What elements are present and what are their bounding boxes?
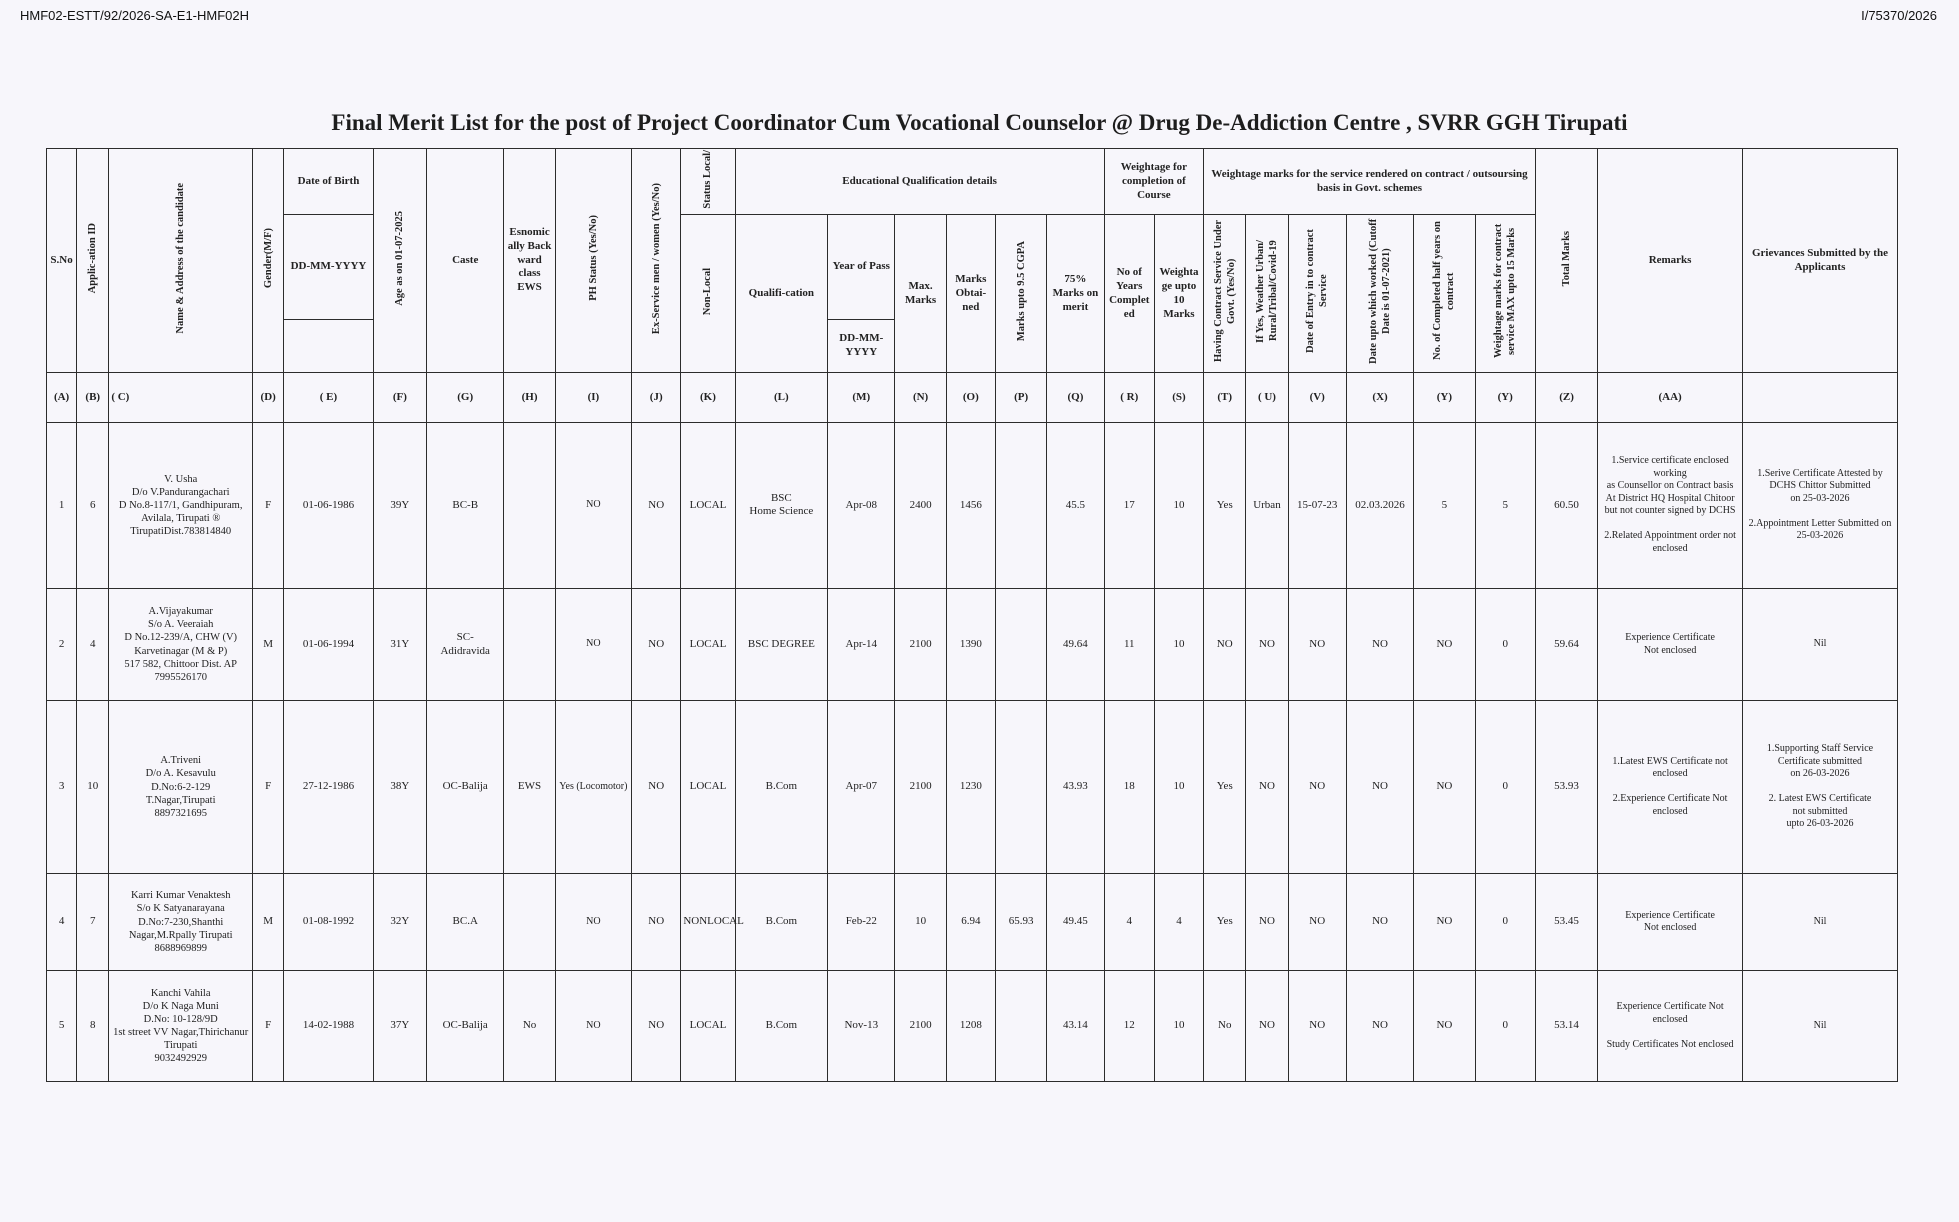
letter-f: (F) — [373, 373, 426, 423]
page-title: Final Merit List for the post of Project Coordinator Cum Vocational Counselor @ Drug De-Addiction Centre , SVRR GGH Tirupati — [331, 110, 1628, 135]
letter-c: ( C) — [109, 373, 253, 423]
cell-cgpa-marks — [995, 588, 1046, 700]
cell-years-completed: 17 — [1104, 423, 1154, 589]
cell-years-completed: 4 — [1104, 873, 1154, 970]
letter-u: ( U) — [1246, 373, 1288, 423]
letter-k: (K) — [681, 373, 735, 423]
letter-l: (L) — [735, 373, 827, 423]
letter-i: (I) — [555, 373, 631, 423]
cell-application-id: 8 — [77, 971, 109, 1081]
cell-sno: 2 — [47, 588, 77, 700]
cell-ph-status: NO — [555, 423, 631, 589]
cell-gender: F — [253, 423, 284, 589]
cell-dob: 27-12-1986 — [284, 701, 373, 874]
cell-max-marks: 2400 — [895, 423, 946, 589]
cell-entry-date: NO — [1288, 873, 1346, 970]
cell-ph-status: NO — [555, 873, 631, 970]
cell-application-id: 4 — [77, 588, 109, 700]
col-yop-format: DD-MM-YYYY — [828, 319, 895, 372]
col-qualification: Qualifi-cation — [735, 215, 827, 373]
cell-dob: 01-06-1986 — [284, 423, 373, 589]
col-dob-format: DD-MM-YYYY — [284, 215, 373, 319]
col-remarks: Remarks — [1598, 149, 1743, 373]
cell-caste: BC-B — [427, 423, 504, 589]
col-status-group: Status Local/ — [681, 149, 735, 215]
cell-entry-date: 15-07-23 — [1288, 423, 1346, 589]
col-dob-group: Date of Birth — [284, 149, 373, 215]
table-row — [47, 588, 1898, 700]
cell-years-completed: 11 — [1104, 588, 1154, 700]
table-header — [47, 149, 1898, 423]
cell-weightage-10: 10 — [1154, 701, 1203, 874]
col-max-marks: Max. Marks — [895, 215, 946, 373]
letter-z: (Z) — [1535, 373, 1597, 423]
cell-gender: M — [253, 588, 284, 700]
cell-weightage-10: 10 — [1154, 588, 1203, 700]
letter-d: (D) — [253, 373, 284, 423]
cell-remarks: 1.Latest EWS Certificate not enclosed 2.Experience Certificate Not enclosed — [1598, 701, 1743, 874]
letter-v: (V) — [1288, 373, 1346, 423]
document-reference-code: HMF02-ESTT/92/2026-SA-E1-HMF02H — [20, 8, 250, 23]
cell-remarks: Experience Certificate Not enclosed Study Certificates Not enclosed — [1598, 971, 1743, 1081]
column-letter-row — [47, 373, 1898, 423]
cell-contract-weightage: 5 — [1475, 423, 1535, 589]
cell-ews — [504, 423, 555, 589]
cell-area-type: NO — [1246, 873, 1288, 970]
col-entry-date: Date of Entry in to contract Service — [1288, 215, 1346, 373]
table-row — [47, 873, 1898, 970]
table-row — [47, 423, 1898, 589]
cell-marks-obtained: 1208 — [946, 971, 995, 1081]
cell-area-type: Urban — [1246, 423, 1288, 589]
cell-max-marks: 10 — [895, 873, 946, 970]
cell-name-address: Kanchi Vahila D/o K Naga Muni D.No: 10-128/9D 1st street VV Nagar,Thirichanur Tirupati 9032492929 — [109, 971, 253, 1081]
cell-marks-obtained: 6.94 — [946, 873, 995, 970]
cell-ews — [504, 873, 555, 970]
letter-blank — [1742, 373, 1897, 423]
cell-half-years: NO — [1414, 873, 1475, 970]
cell-qualification: BSC Home Science — [735, 423, 827, 589]
col-service-weightage-group: Weightage marks for the service rendered on contract / outsoursing basis in Govt. schemes — [1204, 149, 1536, 215]
col-marks-obtained: Marks Obtai-ned — [946, 215, 995, 373]
col-merit-75: 75% Marks on merit — [1047, 215, 1104, 373]
cell-local-status: LOCAL — [681, 971, 735, 1081]
cell-worked-upto: NO — [1346, 588, 1413, 700]
col-ews: Esnomic ally Back ward class EWS — [504, 149, 555, 373]
cell-name-address: Karri Kumar Venaktesh S/o K Satyanarayana D.No:7-230,Shanthi Nagar,M.Rpally Tirupati 8688969899 — [109, 873, 253, 970]
col-application-id: Applic-ation ID — [77, 149, 109, 373]
file-number: I/75370/2026 — [1861, 8, 1937, 23]
cell-year-of-pass: Nov-13 — [828, 971, 895, 1081]
cell-remarks: Experience Certificate Not enclosed — [1598, 873, 1743, 970]
letter-y1: (Y) — [1414, 373, 1475, 423]
letter-q: (Q) — [1047, 373, 1104, 423]
cell-qualification: BSC DEGREE — [735, 588, 827, 700]
letter-e: ( E) — [284, 373, 373, 423]
cell-contract-weightage: 0 — [1475, 971, 1535, 1081]
cell-ews: EWS — [504, 701, 555, 874]
cell-total-marks: 59.64 — [1535, 588, 1597, 700]
cell-application-id: 10 — [77, 701, 109, 874]
cell-ews: No — [504, 971, 555, 1081]
cell-total-marks: 53.14 — [1535, 971, 1597, 1081]
letter-o: (O) — [946, 373, 995, 423]
col-non-local: Non-Local — [681, 215, 735, 373]
cell-merit-75: 49.45 — [1047, 873, 1104, 970]
cell-name-address: V. Usha D/o V.Pandurangachari D No.8-117/1, Gandhipuram, Avilala, Tirupati ® TirupatiDist.783814840 — [109, 423, 253, 589]
col-year-of-pass: Year of Pass — [828, 215, 895, 319]
cell-half-years: NO — [1414, 588, 1475, 700]
letter-aa: (AA) — [1598, 373, 1743, 423]
cell-year-of-pass: Apr-08 — [828, 423, 895, 589]
cell-gender: F — [253, 971, 284, 1081]
letter-h: (H) — [504, 373, 555, 423]
col-contract-weightage: Weightage marks for contract service MAX upto 15 Marks — [1475, 215, 1535, 373]
cell-half-years: 5 — [1414, 423, 1475, 589]
letter-t: (T) — [1204, 373, 1246, 423]
col-ph-status: PH Status (Yes/No) — [555, 149, 631, 373]
col-gender: Gender(M/F) — [253, 149, 284, 373]
cell-contract-service: NO — [1204, 588, 1246, 700]
cell-cgpa-marks — [995, 423, 1046, 589]
cell-entry-date: NO — [1288, 701, 1346, 874]
cell-half-years: NO — [1414, 701, 1475, 874]
table-body — [47, 423, 1898, 1082]
cell-sno: 1 — [47, 423, 77, 589]
cell-ph-status: NO — [555, 588, 631, 700]
cell-grievances: Nil — [1742, 873, 1897, 970]
cell-contract-service: Yes — [1204, 423, 1246, 589]
cell-years-completed: 12 — [1104, 971, 1154, 1081]
cell-area-type: NO — [1246, 588, 1288, 700]
cell-total-marks: 53.45 — [1535, 873, 1597, 970]
cell-cgpa-marks: 65.93 — [995, 873, 1046, 970]
cell-weightage-10: 10 — [1154, 423, 1203, 589]
cell-dob: 14-02-1988 — [284, 971, 373, 1081]
cell-half-years: NO — [1414, 971, 1475, 1081]
letter-p: (P) — [995, 373, 1046, 423]
col-age: Age as on 01-07-2025 — [373, 149, 426, 373]
cell-contract-service: Yes — [1204, 873, 1246, 970]
cell-ex-service: NO — [632, 971, 681, 1081]
cell-caste: OC-Balija — [427, 971, 504, 1081]
cell-qualification: B.Com — [735, 701, 827, 874]
col-half-years: No. of Completed half years on contract — [1414, 215, 1475, 373]
cell-merit-75: 45.5 — [1047, 423, 1104, 589]
cell-local-status: LOCAL — [681, 701, 735, 874]
cell-contract-service: Yes — [1204, 701, 1246, 874]
col-education-group: Educational Qualification details — [735, 149, 1104, 215]
cell-cgpa-marks — [995, 701, 1046, 874]
letter-r: ( R) — [1104, 373, 1154, 423]
cell-name-address: A.Triveni D/o A. Kesavulu D.No:6-2-129 T.Nagar,Tirupati 8897321695 — [109, 701, 253, 874]
col-worked-upto: Date upto which worked (Cutoff Date is 01-07-2021) — [1346, 215, 1413, 373]
col-name-address: Name & Address of the candidate — [109, 149, 253, 373]
cell-caste: BC.A — [427, 873, 504, 970]
cell-local-status: NONLOCAL — [681, 873, 735, 970]
cell-qualification: B.Com — [735, 971, 827, 1081]
letter-x: (X) — [1346, 373, 1413, 423]
letter-b: (B) — [77, 373, 109, 423]
cell-contract-service: No — [1204, 971, 1246, 1081]
col-dob-blank — [284, 319, 373, 372]
col-area-type: If Yes, Weather Urban/ Rural/Tribal/Covid-19 — [1246, 215, 1288, 373]
cell-caste: OC-Balija — [427, 701, 504, 874]
cell-application-id: 7 — [77, 873, 109, 970]
cell-sno: 4 — [47, 873, 77, 970]
cell-area-type: NO — [1246, 701, 1288, 874]
cell-contract-weightage: 0 — [1475, 701, 1535, 874]
cell-area-type: NO — [1246, 971, 1288, 1081]
cell-grievances: 1.Supporting Staff Service Certificate submitted on 26-03-2026 2. Latest EWS Certificate not submitted upto 26-03-2026 — [1742, 701, 1897, 874]
col-total-marks: Total Marks — [1535, 149, 1597, 373]
letter-y2: (Y) — [1475, 373, 1535, 423]
cell-dob: 01-06-1994 — [284, 588, 373, 700]
letter-j: (J) — [632, 373, 681, 423]
table-row — [47, 701, 1898, 874]
letter-n: (N) — [895, 373, 946, 423]
cell-contract-weightage: 0 — [1475, 588, 1535, 700]
table-row — [47, 971, 1898, 1081]
cell-grievances: Nil — [1742, 971, 1897, 1081]
cell-year-of-pass: Apr-14 — [828, 588, 895, 700]
col-ex-service: Ex-Service men / women (Yes/No) — [632, 149, 681, 373]
cell-sno: 5 — [47, 971, 77, 1081]
cell-marks-obtained: 1456 — [946, 423, 995, 589]
col-weightage-10: Weighta ge upto 10 Marks — [1154, 215, 1203, 373]
cell-year-of-pass: Apr-07 — [828, 701, 895, 874]
cell-total-marks: 60.50 — [1535, 423, 1597, 589]
cell-ews — [504, 588, 555, 700]
col-years-completed: No of Years Complet ed — [1104, 215, 1154, 373]
cell-caste: SC- Adidravida — [427, 588, 504, 700]
cell-contract-weightage: 0 — [1475, 873, 1535, 970]
cell-entry-date: NO — [1288, 971, 1346, 1081]
col-grievances: Grievances Submitted by the Applicants — [1742, 149, 1897, 373]
cell-sno: 3 — [47, 701, 77, 874]
cell-merit-75: 43.14 — [1047, 971, 1104, 1081]
cell-name-address: A.Vijayakumar S/o A. Veeraiah D No.12-239/A, CHW (V) Karvetinagar (M & P) 517 582, Chittoor Dist. AP 7995526170 — [109, 588, 253, 700]
cell-grievances: 1.Serive Certificate Attested by DCHS Chittor Submitted on 25-03-2026 2.Appointment Letter Submitted on 25-03-2026 — [1742, 423, 1897, 589]
letter-m: (M) — [828, 373, 895, 423]
cell-dob: 01-08-1992 — [284, 873, 373, 970]
col-sno: S.No — [47, 149, 77, 373]
cell-ph-status: Yes (Locomotor) — [555, 701, 631, 874]
cell-entry-date: NO — [1288, 588, 1346, 700]
cell-total-marks: 53.93 — [1535, 701, 1597, 874]
cell-marks-obtained: 1390 — [946, 588, 995, 700]
cell-worked-upto: NO — [1346, 701, 1413, 874]
col-course-weightage-group: Weightage for completion of Course — [1104, 149, 1204, 215]
cell-max-marks: 2100 — [895, 701, 946, 874]
cell-local-status: LOCAL — [681, 423, 735, 589]
cell-cgpa-marks — [995, 971, 1046, 1081]
cell-grievances: Nil — [1742, 588, 1897, 700]
cell-remarks: Experience Certificate Not enclosed — [1598, 588, 1743, 700]
cell-gender: F — [253, 701, 284, 874]
cell-worked-upto: NO — [1346, 971, 1413, 1081]
cell-ex-service: NO — [632, 701, 681, 874]
col-caste: Caste — [427, 149, 504, 373]
letter-g: (G) — [427, 373, 504, 423]
cell-weightage-10: 4 — [1154, 873, 1203, 970]
cell-merit-75: 43.93 — [1047, 701, 1104, 874]
col-cgpa-marks: Marks upto 9.5 CGPA — [995, 215, 1046, 373]
cell-remarks: 1.Service certificate enclosed working as Counsellor on Contract basis At District HQ Hospital Chitoor but not counter signed by DCHS 2.Related Appointment order not enclosed — [1598, 423, 1743, 589]
cell-marks-obtained: 1230 — [946, 701, 995, 874]
letter-a: (A) — [47, 373, 77, 423]
cell-year-of-pass: Feb-22 — [828, 873, 895, 970]
cell-ex-service: NO — [632, 423, 681, 589]
cell-age: 39Y — [373, 423, 426, 589]
cell-max-marks: 2100 — [895, 588, 946, 700]
cell-age: 37Y — [373, 971, 426, 1081]
col-contract-service: Having Contract Service Under Govt. (Yes/No) — [1204, 215, 1246, 373]
cell-worked-upto: 02.03.2026 — [1346, 423, 1413, 589]
cell-application-id: 6 — [77, 423, 109, 589]
cell-age: 31Y — [373, 588, 426, 700]
merit-list-table — [46, 148, 1898, 1082]
cell-weightage-10: 10 — [1154, 971, 1203, 1081]
cell-worked-upto: NO — [1346, 873, 1413, 970]
cell-years-completed: 18 — [1104, 701, 1154, 874]
letter-s: (S) — [1154, 373, 1203, 423]
cell-max-marks: 2100 — [895, 971, 946, 1081]
cell-ph-status: NO — [555, 971, 631, 1081]
cell-local-status: LOCAL — [681, 588, 735, 700]
cell-ex-service: NO — [632, 588, 681, 700]
cell-age: 38Y — [373, 701, 426, 874]
cell-age: 32Y — [373, 873, 426, 970]
cell-qualification: B.Com — [735, 873, 827, 970]
cell-merit-75: 49.64 — [1047, 588, 1104, 700]
cell-gender: M — [253, 873, 284, 970]
cell-ex-service: NO — [632, 873, 681, 970]
